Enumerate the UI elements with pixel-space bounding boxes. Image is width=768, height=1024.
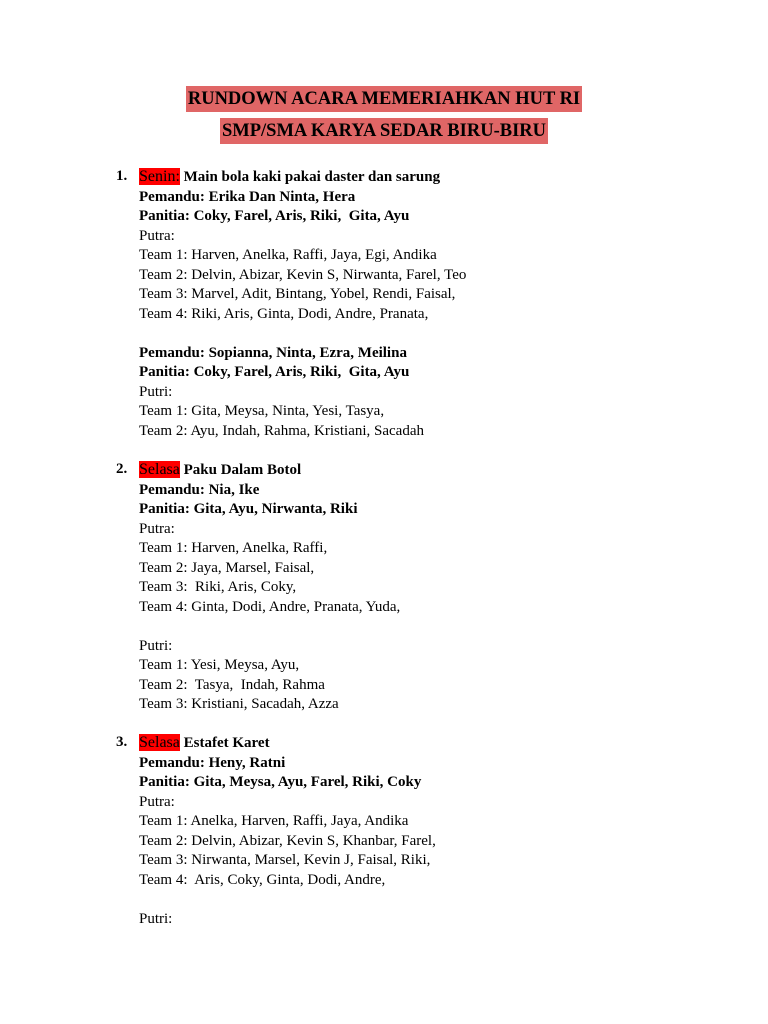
spacer — [139, 617, 739, 637]
pemandu-line: Pemandu: Sopianna, Ninta, Ezra, Meilina — [139, 344, 407, 361]
title-line-1: RUNDOWN ACARA MEMERIAHKAN HUT RI — [186, 86, 582, 112]
item-number: 2. — [116, 461, 128, 477]
day-label: Selasa — [139, 734, 180, 751]
item-heading — [139, 733, 739, 754]
event-name: Paku Dalam Botol — [179, 462, 302, 478]
pemandu-line: Pemandu: Erika Dan Ninta, Hera — [139, 188, 356, 205]
team-line: Team 1: Yesi, Meysa, Ayu, — [139, 657, 300, 673]
item-heading — [139, 460, 739, 481]
team-line: Team 3: Nirwanta, Marsel, Kevin J, Faisal, Riki, — [139, 852, 431, 868]
team-line: Team 2: Delvin, Abizar, Kevin S, Nirwanta, Farel, Teo — [139, 266, 467, 283]
team-line: Team 3: Riki, Aris, Coky, — [139, 579, 297, 595]
team-line: Team 2: Tasya, Indah, Rahma — [139, 676, 325, 693]
document-title — [0, 86, 768, 144]
team-line: Team 2: Jaya, Marsel, Faisal, — [139, 559, 315, 576]
team-line: Team 4: Ginta, Dodi, Andre, Pranata, Yuda, — [139, 598, 401, 615]
panitia-line: Panitia: Gita, Ayu, Nirwanta, Riki — [139, 501, 358, 517]
item-number: 3. — [116, 734, 128, 750]
spacer — [139, 890, 739, 910]
item-body — [139, 167, 739, 441]
team-line: Team 1: Harven, Anelka, Raffi, Jaya, Egi, Andika — [139, 247, 437, 263]
day-label: Selasa — [139, 461, 180, 478]
team-line: Team 2: Ayu, Indah, Rahma, Kristiani, Sacadah — [139, 422, 424, 439]
team-line: Team 1: Harven, Anelka, Raffi, — [139, 540, 328, 556]
panitia-line: Panitia: Coky, Farel, Aris, Riki, Gita, Ayu — [139, 364, 410, 380]
group-label: Putri: — [139, 910, 173, 927]
team-line: Team 3: Marvel, Adit, Bintang, Yobel, Rendi, Faisal, — [139, 286, 456, 302]
group-label: Putri: — [139, 383, 173, 400]
team-line: Team 4: Riki, Aris, Ginta, Dodi, Andre, Pranata, — [139, 305, 429, 322]
team-line: Team 3: Kristiani, Sacadah, Azza — [139, 696, 339, 712]
group-label: Putra: — [139, 520, 175, 537]
event-name: Main bola kaki pakai daster dan sarung — [179, 169, 441, 185]
team-line: Team 1: Gita, Meysa, Ninta, Yesi, Tasya, — [139, 403, 385, 419]
group-label: Putri: — [139, 637, 173, 654]
title-line-2: SMP/SMA KARYA SEDAR BIRU-BIRU — [220, 118, 548, 144]
group-label: Putra: — [139, 793, 175, 810]
spacer — [139, 324, 739, 344]
team-line: Team 4: Aris, Coky, Ginta, Dodi, Andre, — [139, 871, 386, 888]
event-name: Estafet Karet — [179, 735, 270, 751]
panitia-line: Panitia: Coky, Farel, Aris, Riki, Gita, Ayu — [139, 208, 410, 224]
panitia-line: Panitia: Gita, Meysa, Ayu, Farel, Riki, Coky — [139, 774, 422, 790]
team-line: Team 2: Delvin, Abizar, Kevin S, Khanbar, Farel, — [139, 832, 436, 849]
item-number: 1. — [116, 168, 128, 184]
day-label: Senin: — [139, 168, 180, 185]
group-label: Putra: — [139, 227, 175, 244]
team-line: Team 1: Anelka, Harven, Raffi, Jaya, Andika — [139, 813, 409, 829]
pemandu-line: Pemandu: Nia, Ike — [139, 481, 260, 498]
item-body — [139, 733, 739, 929]
pemandu-line: Pemandu: Heny, Ratni — [139, 754, 286, 771]
item-body — [139, 460, 739, 715]
item-heading — [139, 167, 739, 188]
